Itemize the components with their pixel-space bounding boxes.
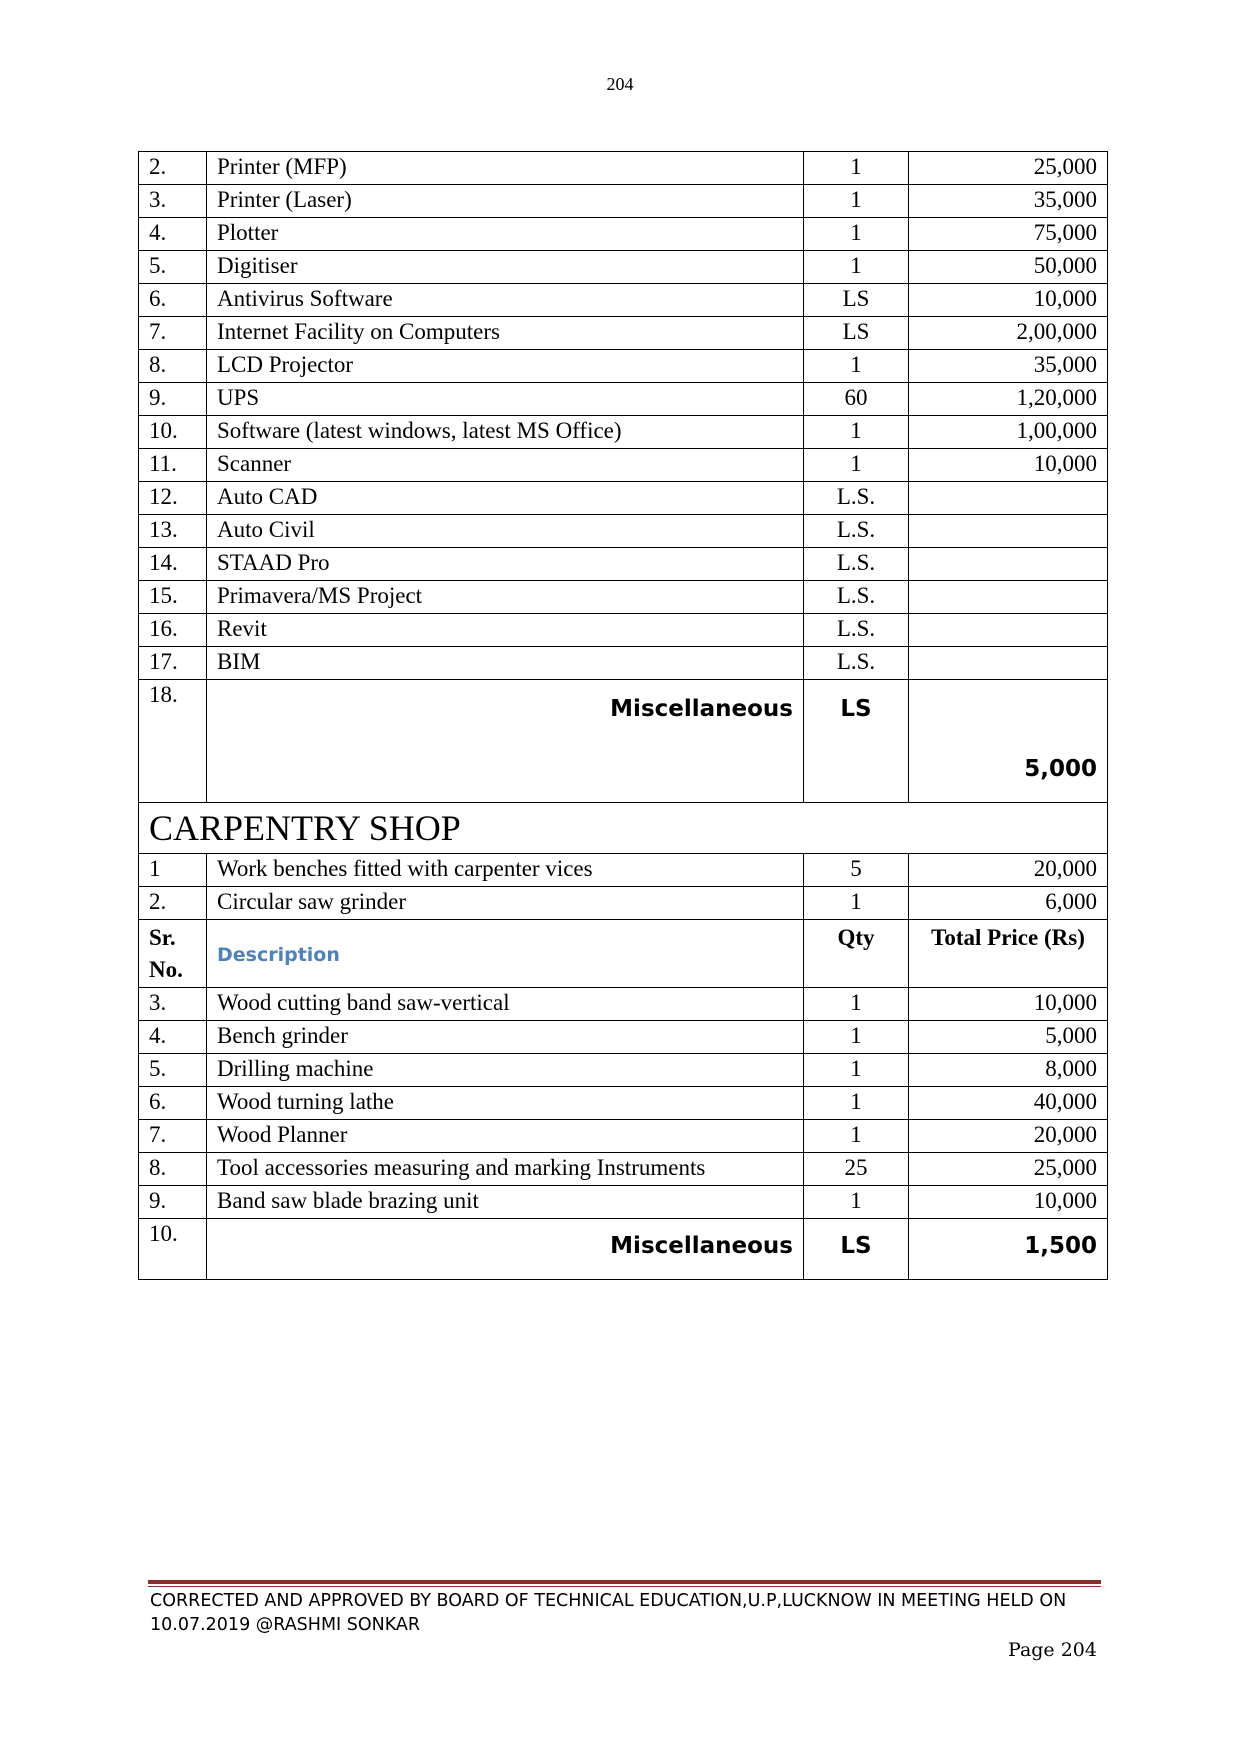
qty-cell: 1 — [804, 185, 909, 218]
table-row — [139, 152, 1108, 185]
price-cell: 20,000 — [909, 854, 1108, 887]
section-title: CARPENTRY SHOP — [139, 803, 1108, 854]
table-row — [139, 1021, 1108, 1054]
price-cell: 10,000 — [909, 988, 1108, 1021]
table-row — [139, 218, 1108, 251]
qty-cell: 1 — [804, 152, 909, 185]
qty-cell: L.S. — [804, 581, 909, 614]
qty-cell: 1 — [804, 1087, 909, 1120]
sr-no-cell: 17. — [139, 647, 207, 680]
price-cell: 5,000 — [909, 680, 1108, 803]
sr-no-cell: 7. — [139, 1120, 207, 1153]
sr-no-cell: 10. — [139, 1219, 207, 1280]
qty-cell: LS — [804, 317, 909, 350]
miscellaneous-row — [139, 1219, 1108, 1280]
description-cell: Revit — [207, 614, 804, 647]
price-cell: 10,000 — [909, 1186, 1108, 1219]
table-row — [139, 185, 1108, 218]
qty-cell: 1 — [804, 251, 909, 284]
table-row — [139, 1054, 1108, 1087]
qty-cell: LS — [804, 1219, 909, 1280]
description-cell: Work benches fitted with carpenter vices — [207, 854, 804, 887]
sr-no-cell: 4. — [139, 218, 207, 251]
table-row — [139, 647, 1108, 680]
miscellaneous-row — [139, 680, 1108, 803]
description-cell: Printer (MFP) — [207, 152, 804, 185]
price-cell: 35,000 — [909, 185, 1108, 218]
table-row — [139, 1186, 1108, 1219]
sr-no-cell: 3. — [139, 988, 207, 1021]
qty-cell: 1 — [804, 416, 909, 449]
price-cell: 25,000 — [909, 1153, 1108, 1186]
table-row — [139, 449, 1108, 482]
qty-cell: 1 — [804, 449, 909, 482]
price-cell: 1,00,000 — [909, 416, 1108, 449]
table-header-row — [139, 920, 1108, 988]
table-row — [139, 887, 1108, 920]
sr-no-cell: 10. — [139, 416, 207, 449]
footer-page-number: Page 204 — [1008, 1639, 1097, 1661]
description-cell: Software (latest windows, latest MS Office) — [207, 416, 804, 449]
table-row — [139, 548, 1108, 581]
sr-no-cell: 6. — [139, 284, 207, 317]
price-cell: 20,000 — [909, 1120, 1108, 1153]
qty-cell: 1 — [804, 887, 909, 920]
qty-cell: 1 — [804, 1186, 909, 1219]
table-row — [139, 383, 1108, 416]
price-cell — [909, 482, 1108, 515]
description-cell: Drilling machine — [207, 1054, 804, 1087]
sr-no-cell: 9. — [139, 1186, 207, 1219]
description-cell: Bench grinder — [207, 1021, 804, 1054]
description-cell: Tool accessories measuring and marking Instruments — [207, 1153, 804, 1186]
description-cell: Antivirus Software — [207, 284, 804, 317]
description-cell: Auto Civil — [207, 515, 804, 548]
description-cell: Plotter — [207, 218, 804, 251]
page-number-top: 204 — [606, 74, 634, 94]
header-description: Description — [207, 920, 804, 988]
description-cell: LCD Projector — [207, 350, 804, 383]
description-cell: Scanner — [207, 449, 804, 482]
price-cell: 8,000 — [909, 1054, 1108, 1087]
sr-no-cell: 1 — [139, 854, 207, 887]
description-cell: Wood cutting band saw-vertical — [207, 988, 804, 1021]
table-row — [139, 854, 1108, 887]
qty-cell: LS — [804, 284, 909, 317]
sr-no-cell: 6. — [139, 1087, 207, 1120]
qty-cell: 1 — [804, 988, 909, 1021]
sr-no-cell: 15. — [139, 581, 207, 614]
qty-cell: L.S. — [804, 515, 909, 548]
sr-no-cell: 18. — [139, 680, 207, 803]
table-row — [139, 581, 1108, 614]
price-cell — [909, 614, 1108, 647]
description-cell: UPS — [207, 383, 804, 416]
price-cell: 10,000 — [909, 449, 1108, 482]
qty-cell: 5 — [804, 854, 909, 887]
qty-cell: 1 — [804, 218, 909, 251]
price-cell: 6,000 — [909, 887, 1108, 920]
header-total-price: Total Price (Rs) — [909, 920, 1108, 988]
table-row — [139, 515, 1108, 548]
description-cell: Auto CAD — [207, 482, 804, 515]
table-row — [139, 317, 1108, 350]
sr-no-cell: 12. — [139, 482, 207, 515]
description-cell: Internet Facility on Computers — [207, 317, 804, 350]
sr-no-cell: 16. — [139, 614, 207, 647]
table-row — [139, 284, 1108, 317]
equipment-table-body — [139, 152, 1108, 1280]
table-row — [139, 482, 1108, 515]
table-row — [139, 1087, 1108, 1120]
description-cell: BIM — [207, 647, 804, 680]
price-cell: 2,00,000 — [909, 317, 1108, 350]
sr-no-cell: 14. — [139, 548, 207, 581]
qty-cell: L.S. — [804, 482, 909, 515]
section-heading-row — [139, 803, 1108, 854]
price-cell — [909, 647, 1108, 680]
sr-no-cell: 5. — [139, 1054, 207, 1087]
table-row — [139, 350, 1108, 383]
description-cell: Wood turning lathe — [207, 1087, 804, 1120]
sr-no-cell: 5. — [139, 251, 207, 284]
description-cell: Band saw blade brazing unit — [207, 1186, 804, 1219]
description-cell: Miscellaneous — [207, 680, 804, 803]
price-cell — [909, 581, 1108, 614]
sr-no-cell: 2. — [139, 887, 207, 920]
sr-no-cell: 9. — [139, 383, 207, 416]
footer-approval-note: CORRECTED AND APPROVED BY BOARD OF TECHNICAL EDUCATION,U.P,LUCKNOW IN MEETING HELD ON 10.07.2019 @RASHMI SONKAR — [150, 1591, 1067, 1635]
description-cell: Printer (Laser) — [207, 185, 804, 218]
qty-cell: 1 — [804, 1120, 909, 1153]
description-cell: Miscellaneous — [207, 1219, 804, 1280]
sr-no-cell: 2. — [139, 152, 207, 185]
sr-no-cell: 4. — [139, 1021, 207, 1054]
sr-no-cell: 8. — [139, 350, 207, 383]
table-row — [139, 1120, 1108, 1153]
price-cell — [909, 515, 1108, 548]
qty-cell: L.S. — [804, 647, 909, 680]
header-qty: Qty — [804, 920, 909, 988]
price-cell — [909, 548, 1108, 581]
qty-cell: 1 — [804, 350, 909, 383]
description-cell: Primavera/MS Project — [207, 581, 804, 614]
price-cell: 10,000 — [909, 284, 1108, 317]
price-cell: 75,000 — [909, 218, 1108, 251]
description-cell: Digitiser — [207, 251, 804, 284]
sr-no-cell: 11. — [139, 449, 207, 482]
qty-cell: L.S. — [804, 548, 909, 581]
qty-cell: 1 — [804, 1054, 909, 1087]
qty-cell: 60 — [804, 383, 909, 416]
price-cell: 25,000 — [909, 152, 1108, 185]
price-cell: 5,000 — [909, 1021, 1108, 1054]
table-row — [139, 988, 1108, 1021]
equipment-table — [138, 151, 1108, 1280]
qty-cell: 1 — [804, 1021, 909, 1054]
sr-no-cell: 13. — [139, 515, 207, 548]
price-cell: 50,000 — [909, 251, 1108, 284]
price-cell: 40,000 — [909, 1087, 1108, 1120]
price-cell: 1,20,000 — [909, 383, 1108, 416]
sr-no-cell: 8. — [139, 1153, 207, 1186]
sr-no-cell: 7. — [139, 317, 207, 350]
price-cell: 35,000 — [909, 350, 1108, 383]
sr-no-cell: 3. — [139, 185, 207, 218]
description-cell: Circular saw grinder — [207, 887, 804, 920]
price-cell: 1,500 — [909, 1219, 1108, 1280]
description-cell: Wood Planner — [207, 1120, 804, 1153]
footer-rule — [148, 1580, 1101, 1587]
table-row — [139, 614, 1108, 647]
header-sr-no: Sr. No. — [139, 920, 207, 988]
table-row — [139, 1153, 1108, 1186]
qty-cell: 25 — [804, 1153, 909, 1186]
table-row — [139, 251, 1108, 284]
description-cell: STAAD Pro — [207, 548, 804, 581]
qty-cell: LS — [804, 680, 909, 803]
table-row — [139, 416, 1108, 449]
qty-cell: L.S. — [804, 614, 909, 647]
